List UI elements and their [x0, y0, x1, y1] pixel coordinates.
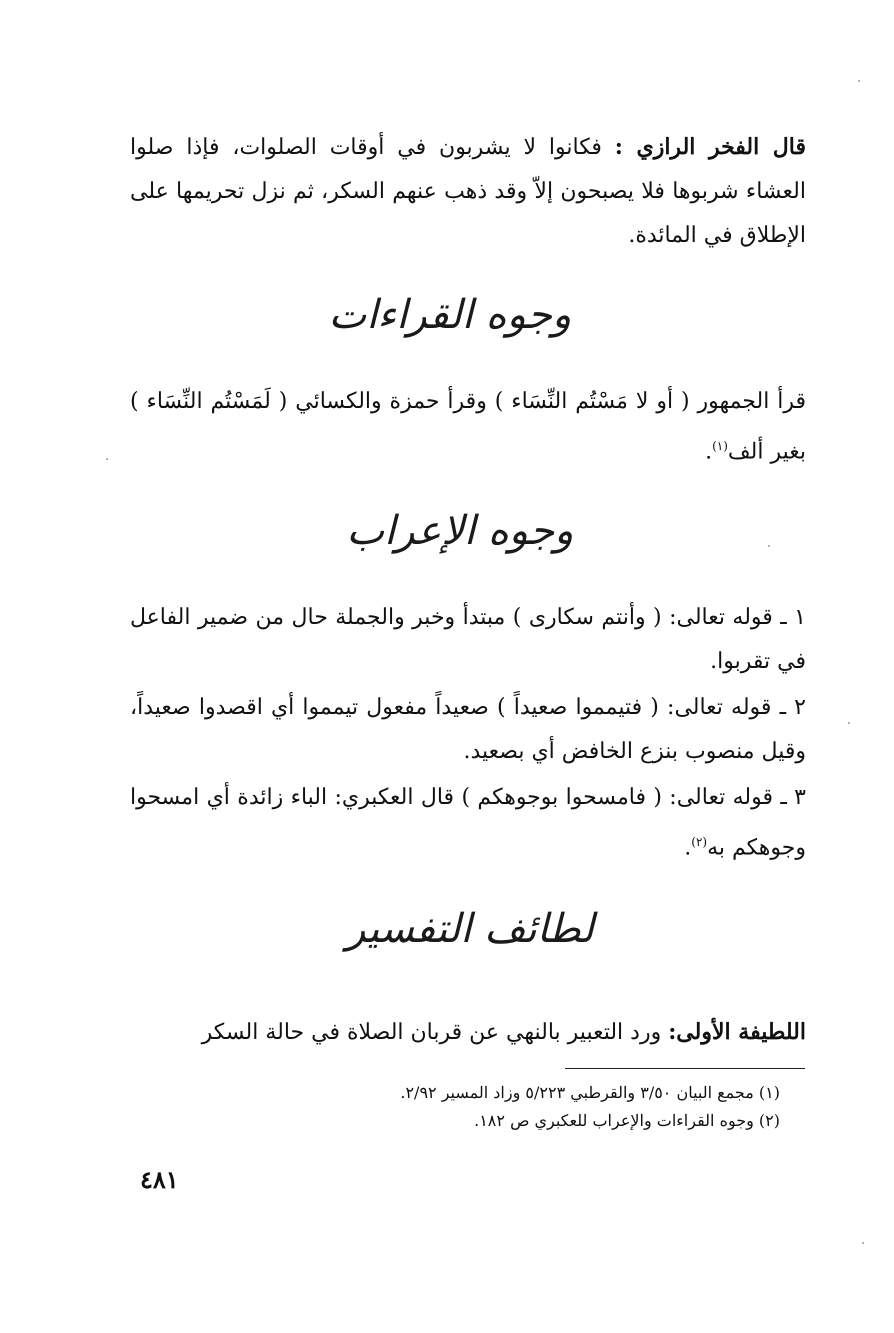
grammar-item-3-text: ٣ ـ قوله تعالى: ( فامسحوا بوجوهكم ) قال العكبري: الباء زائدة أي امسحوا وجوهكم به — [130, 785, 806, 861]
footnote-1: (١) مجمع البيان ٣/٥٠ والقرطبي ٥/٢٢٣ وزاد المسير ٢/٩٢. — [400, 1083, 780, 1102]
heading-grammar: وجوه الإعراب — [346, 508, 574, 554]
readings-text: قرأ الجمهور ( أو لا مَسْتُم النِّسَاء ) وقرأ حمزة والكسائي ( لَمَسْتُم النِّسَاء ) بغير ألف — [130, 389, 806, 465]
footnote-ref-2[interactable]: (٢) — [691, 835, 708, 849]
intro-text: فكانوا لا يشربون في أوقات الصلوات، فإذا صلوا العشاء شربوها فلا يصبحون إلاّ وقد ذهب عنهم السكر، ثم نزل تحريمها على الإطلاق في المائدة. — [130, 135, 806, 248]
grammar-item-1: ١ ـ قوله تعالى: ( وأنتم سكارى ) مبتدأ وخبر والجملة حال من ضمير الفاعل في تقربوا. — [130, 605, 806, 674]
grammar-item-3-end: . — [684, 835, 692, 861]
footnote-2: (٢) وجوه القراءات والإعراب للعكبري ص ١٨٢. — [474, 1111, 780, 1130]
subtlety-paragraph — [130, 1010, 806, 1055]
heading-subtleties: لطائف التفسير — [346, 906, 594, 952]
subtlety-label: اللطيفة الأولى: — [668, 1019, 806, 1045]
subtlety-text: ورد التعبير بالنهي عن قربان الصلاة في حالة السكر — [201, 1020, 662, 1045]
scan-speck — [106, 458, 108, 460]
intro-speaker: قال الفخر الرازي : — [614, 134, 807, 160]
scan-speck — [768, 545, 770, 547]
page-number: ٤٨١ — [140, 1165, 179, 1194]
grammar-item-3 — [130, 776, 806, 870]
footnote-separator — [565, 1068, 805, 1069]
readings-paragraph — [130, 380, 806, 474]
intro-paragraph — [130, 125, 806, 258]
heading-readings: وجوه القراءات — [328, 292, 572, 338]
readings-end: . — [705, 439, 713, 465]
scan-speck — [862, 1242, 864, 1244]
grammar-item-2: ٢ ـ قوله تعالى: ( فتيمموا صعيداً ) صعيداً مفعول تيمموا أي اقصدوا صعيداً، وقيل منصوب بنزع الخافض أي بصعيد. — [130, 695, 806, 764]
scan-speck — [848, 722, 850, 724]
scan-speck — [858, 80, 860, 82]
footnote-ref-1[interactable]: (١) — [712, 439, 728, 453]
